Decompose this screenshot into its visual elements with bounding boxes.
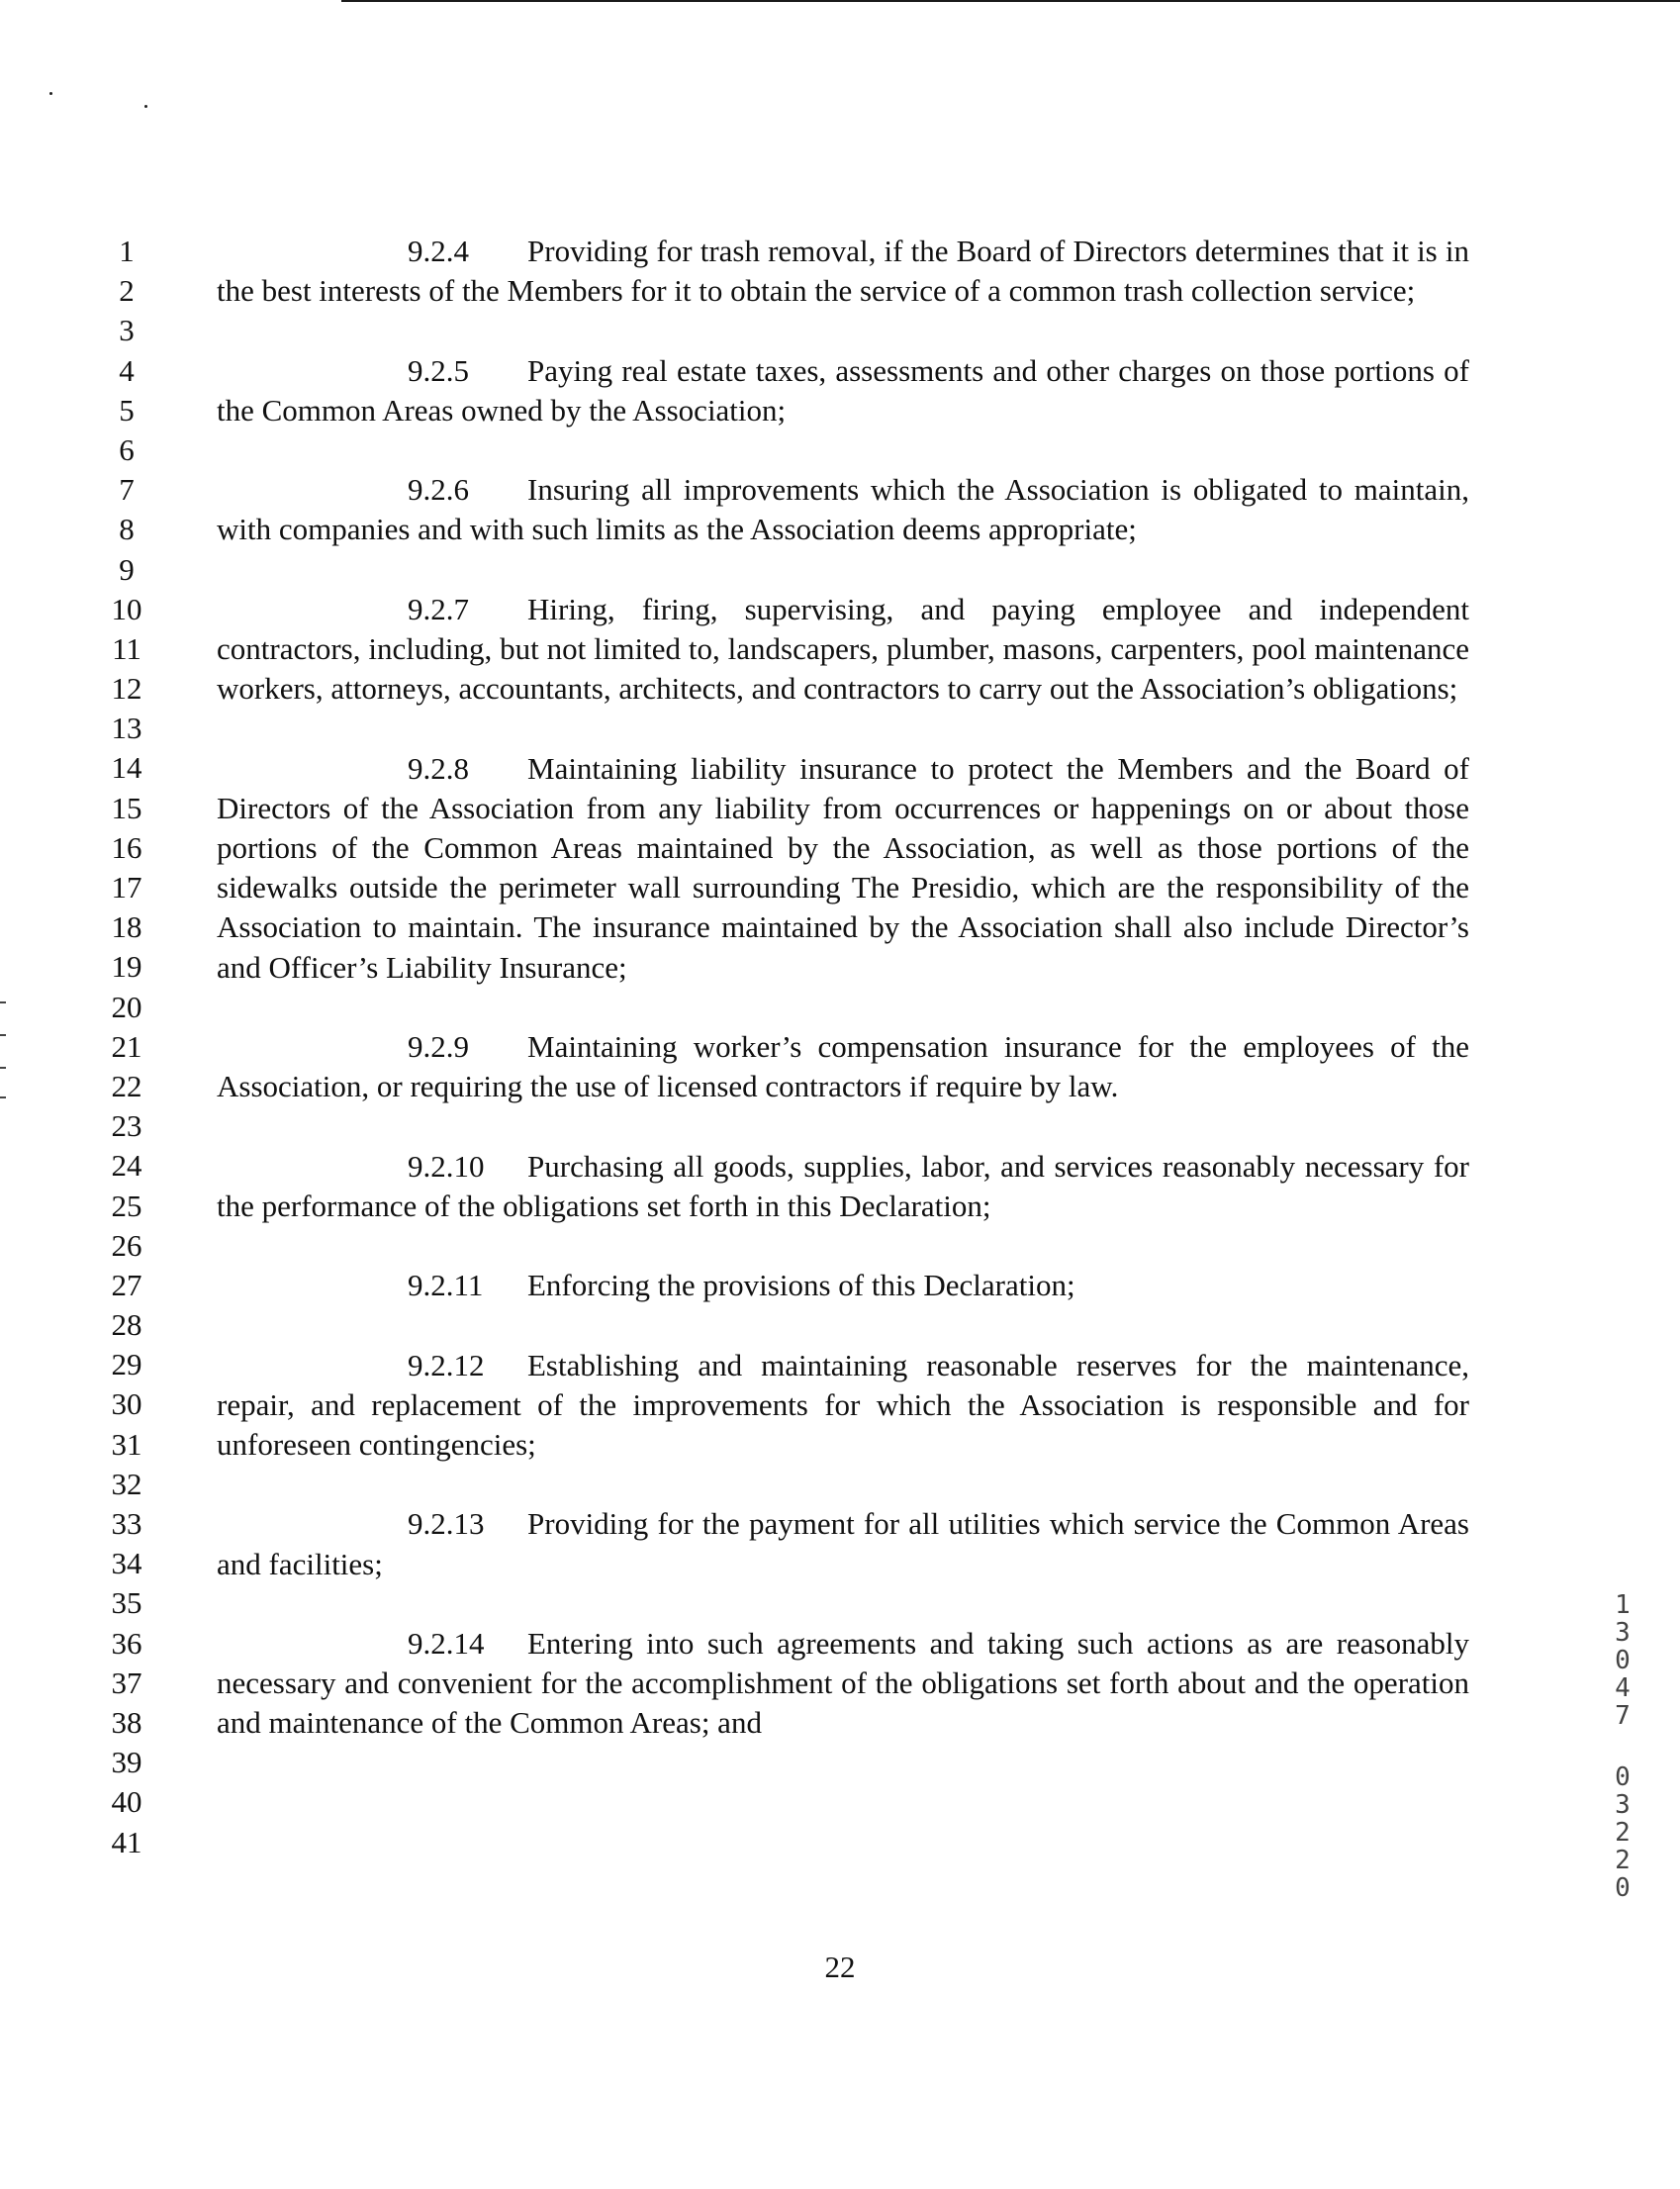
line-number: 6: [119, 431, 135, 467]
line-number: 33: [111, 1506, 142, 1541]
line-number: 31: [111, 1426, 142, 1462]
line-number: 16: [111, 829, 142, 865]
section-text: Entering into such agreements and taking such actions as are reasonably necessary and convenient for the accomplishment of the obligations set forth about and the operation and maintenance of the Common Areas; and: [217, 1625, 1469, 1741]
section-text: Providing for the payment for all utilities which service the Common Areas and facilities;: [217, 1506, 1469, 1581]
line-number: 28: [111, 1307, 142, 1343]
line-number: 4: [119, 352, 135, 388]
line-number: 20: [111, 989, 142, 1024]
section-text: Enforcing the provisions of this Declaration;: [527, 1268, 1075, 1303]
section-number: 9.2.14: [408, 1625, 485, 1661]
line-number: 24: [111, 1148, 142, 1184]
line-number: 25: [111, 1188, 142, 1223]
line-number: 30: [111, 1386, 142, 1422]
stamp-gap: [1608, 1730, 1637, 1763]
section-number: 9.2.12: [408, 1347, 485, 1382]
section-paragraph: [217, 749, 1469, 988]
line-number: 35: [111, 1585, 142, 1621]
line-number: 39: [111, 1745, 142, 1780]
top-border-line: [341, 0, 1680, 2]
page-number: 22: [824, 1950, 856, 1984]
line-number: 37: [111, 1665, 142, 1700]
line-number: 3: [119, 313, 135, 348]
section-text: Providing for trash removal, if the Board of Directors determines that it is in the best interests of the Members for it to obtain the service of a common trash collection service;: [217, 234, 1469, 309]
line-number-column: [109, 232, 144, 1862]
section-paragraph: [217, 1266, 1469, 1305]
line-number: 21: [111, 1028, 142, 1064]
scan-speck: [144, 105, 147, 108]
section-text: Hiring, firing, supervising, and paying employee and independent contractors, including, but not limited to, landscapers, plumber, masons, carpenters, pool maintenance workers, attorneys, accountants, architects, and contractors to carry out the Association’s obligations;: [217, 591, 1469, 707]
section-number: 9.2.13: [408, 1506, 485, 1542]
section-paragraph: [217, 351, 1469, 430]
line-number: 18: [111, 909, 142, 945]
section-paragraph: [217, 1147, 1469, 1226]
line-number: 2: [119, 273, 135, 309]
document-body: [217, 232, 1469, 1744]
section-text: Establishing and maintaining reasonable reserves for the maintenance, repair, and replacement of the improvements for which the Association is responsible and for unforeseen contingencies;: [217, 1347, 1469, 1462]
recording-stamp: [1608, 1591, 1637, 1902]
section-number: 9.2.7: [408, 591, 469, 626]
line-number: 32: [111, 1466, 142, 1501]
line-number: 41: [111, 1824, 142, 1859]
section-text: Insuring all improvements which the Association is obligated to maintain, with companies and with such limits as the Association deems appropriate;: [217, 472, 1469, 547]
line-number: 34: [111, 1546, 142, 1581]
line-number: 10: [111, 591, 142, 626]
section-paragraph: [217, 590, 1469, 710]
section-text: Paying real estate taxes, assessments and other charges on those portions of the Common Areas owned by the Association;: [217, 352, 1469, 428]
section-paragraph: [217, 470, 1469, 549]
line-number: 5: [119, 392, 135, 428]
section-number: 9.2.11: [408, 1268, 484, 1303]
line-number: 40: [111, 1784, 142, 1820]
section-number: 9.2.9: [408, 1028, 469, 1064]
line-number: 9: [119, 551, 135, 587]
scan-speck: [49, 92, 52, 95]
line-number: 27: [111, 1267, 142, 1302]
line-number: 26: [111, 1227, 142, 1263]
section-paragraph: [217, 1027, 1469, 1106]
section-number: 9.2.4: [408, 234, 469, 268]
section-number: 9.2.8: [408, 750, 469, 786]
line-number: 22: [111, 1068, 142, 1103]
section-text: Maintaining worker’s compensation insurance for the employees of the Association, or requiring the use of licensed contractors if require by law.: [217, 1028, 1469, 1104]
section-text: Purchasing all goods, supplies, labor, and services reasonably necessary for the performance of the obligations set forth in this Declaration;: [217, 1148, 1469, 1223]
section-paragraph: [217, 1624, 1469, 1744]
line-number: 8: [119, 512, 135, 547]
line-number: 15: [111, 790, 142, 825]
recording-stamp-part1: 13047: [1615, 1590, 1631, 1731]
section-number: 9.2.10: [408, 1148, 485, 1184]
line-number: 29: [111, 1347, 142, 1382]
line-number: 23: [111, 1108, 142, 1144]
recording-stamp-part2: 03220: [1615, 1762, 1631, 1903]
section-paragraph: [217, 232, 1469, 311]
section-paragraph: [217, 1346, 1469, 1466]
line-number: 13: [111, 711, 142, 746]
section-paragraph: [217, 1504, 1469, 1583]
line-number: 12: [111, 671, 142, 707]
line-number: 1: [119, 234, 135, 268]
section-text: Maintaining liability insurance to protect the Members and the Board of Directors of the Association from any liability from occurrences or happenings on or about those portions of the Common Areas maintained by the Association, as well as those portions of the sidewalks outside the perimeter wall surrounding The Presidio, which are the responsibility of the Association to maintain. The insurance maintained by the Association shall also include Director’s and Officer’s Liability Insurance;: [217, 750, 1469, 985]
line-number: 7: [119, 472, 135, 508]
line-number: 36: [111, 1625, 142, 1661]
line-number: 17: [111, 870, 142, 904]
section-number: 9.2.6: [408, 472, 469, 508]
section-number: 9.2.5: [408, 352, 469, 388]
line-number: 14: [111, 750, 142, 786]
line-number: 38: [111, 1704, 142, 1740]
line-number: 11: [112, 630, 141, 666]
line-number: 19: [111, 949, 142, 985]
